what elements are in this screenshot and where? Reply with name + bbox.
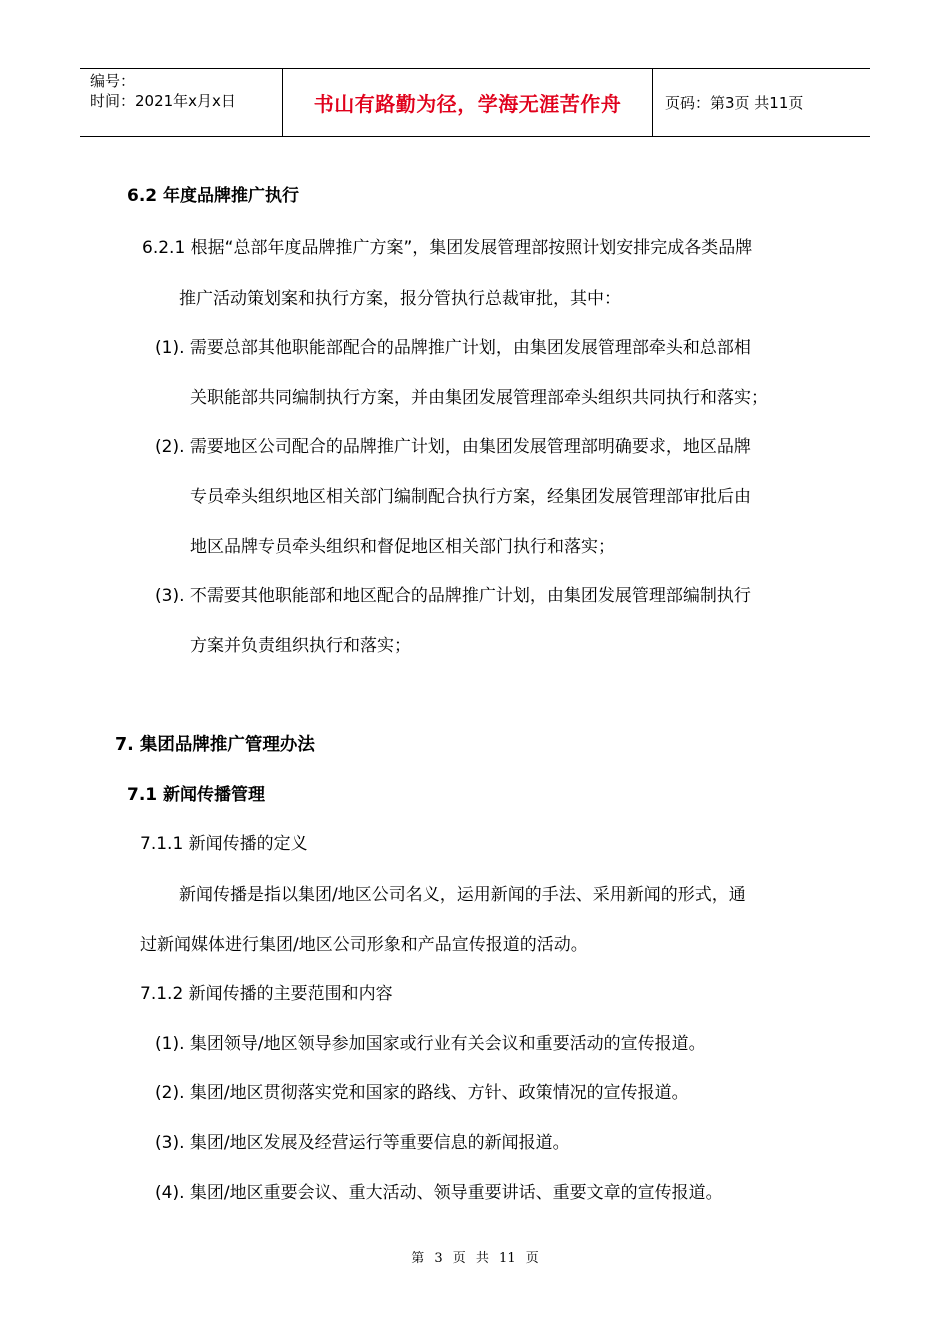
section-7-title: 7. 集团品牌推广管理办法	[115, 735, 315, 755]
scope-item-3: (3). 集团/地区发展及经营运行等重要信息的新闻报道。	[155, 1133, 570, 1153]
page-header	[80, 68, 870, 137]
section-7-1-1-para-line-1: 新闻传播是指以集团/地区公司名义，运用新闻的手法、采用新闻的形式，通	[179, 885, 746, 905]
list-item-2-line-3: 地区品牌专员牵头组织和督促地区相关部门执行和落实；	[190, 537, 615, 557]
header-time-label: 时间：2021年x月x日	[90, 92, 236, 110]
list-item-3-line-2: 方案并负责组织执行和落实；	[190, 636, 411, 656]
list-item-3-line-1: (3). 不需要其他职能部和地区配合的品牌推广计划，由集团发展管理部编制执行	[155, 586, 751, 606]
section-7-1-title: 7.1 新闻传播管理	[127, 785, 266, 805]
scope-item-1: (1). 集团领导/地区领导参加国家或行业有关会议和重要活动的宣传报道。	[155, 1034, 706, 1054]
page-footer: 第 3 页 共 11 页	[411, 1251, 539, 1266]
list-item-2-line-1: (2). 需要地区公司配合的品牌推广计划，由集团发展管理部明确要求，地区品牌	[155, 437, 751, 457]
section-6-2-1-line-2: 推广活动策划案和执行方案，报分管执行总裁审批，其中：	[179, 289, 621, 309]
list-item-1-line-1: (1). 需要总部其他职能部配合的品牌推广计划，由集团发展管理部牵头和总部相	[155, 338, 751, 358]
section-7-1-2-title: 7.1.2 新闻传播的主要范围和内容	[140, 984, 393, 1004]
header-number-label: 编号：	[90, 72, 136, 90]
section-7-1-1-para-line-2: 过新闻媒体进行集团/地区公司形象和产品宣传报道的活动。	[140, 935, 588, 955]
section-7-1-1-title: 7.1.1 新闻传播的定义	[140, 834, 308, 854]
header-motto: 书山有路勤为径，学海无涯苦作舟	[282, 69, 653, 136]
section-6-2-1-line-1: 6.2.1 根据“总部年度品牌推广方案”，集团发展管理部按照计划安排完成各类品牌	[142, 238, 753, 258]
list-item-1-line-2: 关职能部共同编制执行方案，并由集团发展管理部牵头组织共同执行和落实；	[190, 388, 768, 408]
header-meta	[80, 69, 280, 136]
scope-item-4: (4). 集团/地区重要会议、重大活动、领导重要讲话、重要文章的宣传报道。	[155, 1183, 723, 1203]
header-page-code: 页码：第3页 共11页	[665, 94, 804, 112]
scope-item-2: (2). 集团/地区贯彻落实党和国家的路线、方针、政策情况的宣传报道。	[155, 1083, 689, 1103]
section-6-2-title: 6.2 年度品牌推广执行	[127, 186, 300, 206]
list-item-2-line-2: 专员牵头组织地区相关部门编制配合执行方案，经集团发展管理部审批后由	[190, 487, 751, 507]
